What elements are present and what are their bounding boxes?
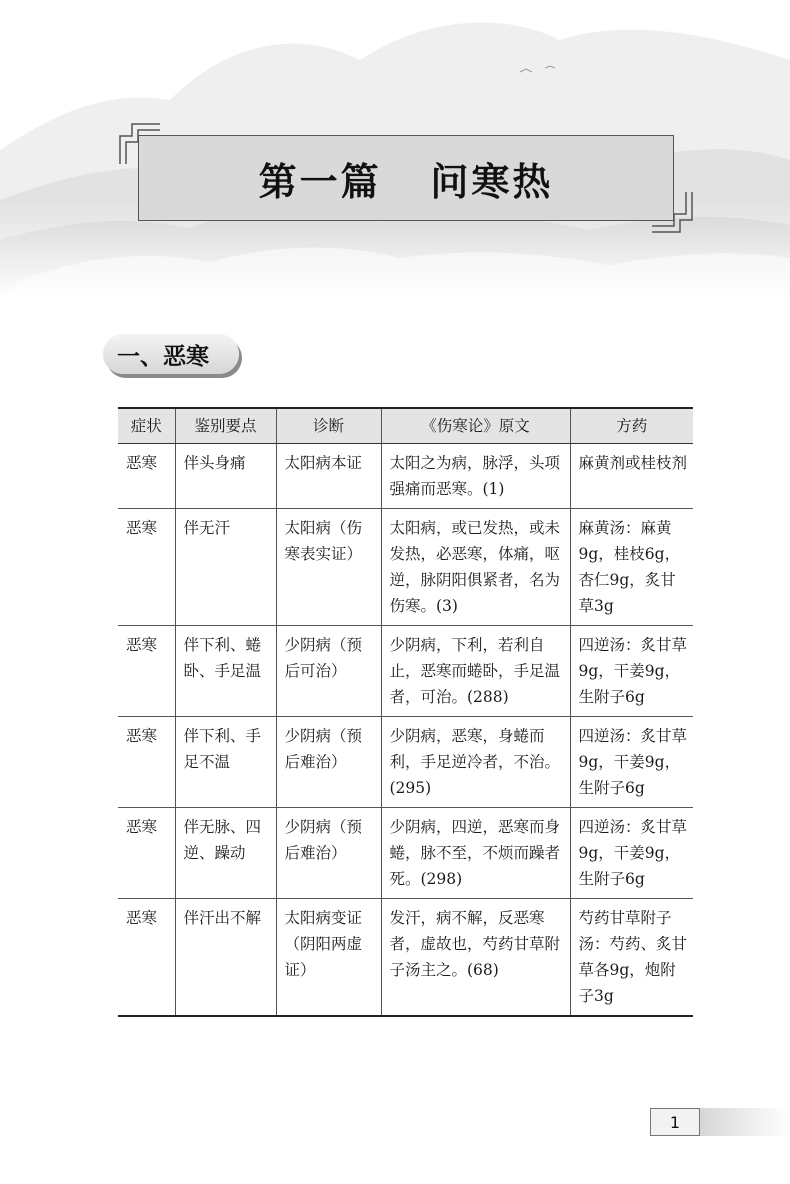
cell-diagnosis: 少阴病（预后难治）: [276, 808, 381, 899]
table-row: [118, 444, 693, 509]
cell-key-points: 伴无脉、四逆、躁动: [175, 808, 276, 899]
table-row: [118, 626, 693, 717]
cell-prescription: 四逆汤：炙甘草9g，干姜9g，生附子6g: [570, 717, 693, 808]
cell-original-text: 少阴病，恶寒，身蜷而利，手足逆冷者，不治。(295): [381, 717, 570, 808]
chapter-title-box: [138, 135, 674, 221]
table-row: [118, 899, 693, 1017]
cell-original-text: 发汗，病不解，反恶寒者，虚故也，芍药甘草附子汤主之。(68): [381, 899, 570, 1017]
cell-prescription: 麻黄剂或桂枝剂: [570, 444, 693, 509]
chapter-title: 第一篇 问寒热: [258, 158, 554, 204]
cell-diagnosis: 太阳病变证（阴阳两虚证）: [276, 899, 381, 1017]
cell-diagnosis: 少阴病（预后难治）: [276, 717, 381, 808]
cell-original-text: 太阳之为病，脉浮，头项强痛而恶寒。(1): [381, 444, 570, 509]
cell-original-text: 少阴病，四逆，恶寒而身蜷，脉不至，不烦而躁者死。(298): [381, 808, 570, 899]
table-row: [118, 808, 693, 899]
cell-key-points: 伴无汗: [175, 509, 276, 626]
cell-symptom: 恶寒: [118, 717, 175, 808]
cell-prescription: 芍药甘草附子汤：芍药、炙甘草各9g，炮附子3g: [570, 899, 693, 1017]
cell-key-points: 伴下利、蜷卧、手足温: [175, 626, 276, 717]
comparison-table: [118, 407, 693, 1017]
cell-symptom: 恶寒: [118, 626, 175, 717]
cell-key-points: 伴下利、手足不温: [175, 717, 276, 808]
table-row: [118, 717, 693, 808]
cell-prescription: 四逆汤：炙甘草9g，干姜9g，生附子6g: [570, 626, 693, 717]
header-symptom: 症状: [118, 408, 175, 444]
cell-key-points: 伴汗出不解: [175, 899, 276, 1017]
cell-original-text: 少阴病，下利，若利自止，恶寒而蜷卧，手足温者，可治。(288): [381, 626, 570, 717]
header-diagnosis: 诊断: [276, 408, 381, 444]
cell-symptom: 恶寒: [118, 899, 175, 1017]
cell-diagnosis: 少阴病（预后可治）: [276, 626, 381, 717]
cell-diagnosis: 太阳病本证: [276, 444, 381, 509]
cell-prescription: 麻黄汤：麻黄9g，桂枝6g，杏仁9g，炙甘草3g: [570, 509, 693, 626]
corner-ornament-top-left-icon: [118, 122, 162, 166]
corner-ornament-bottom-right-icon: [650, 190, 694, 234]
cell-diagnosis: 太阳病（伤寒表实证）: [276, 509, 381, 626]
page-number: 1: [650, 1108, 700, 1136]
cell-symptom: 恶寒: [118, 444, 175, 509]
table-header-row: [118, 408, 693, 444]
cell-key-points: 伴头身痛: [175, 444, 276, 509]
header-key-points: 鉴别要点: [175, 408, 276, 444]
section-heading: 一、恶寒: [117, 343, 209, 370]
header-prescription: 方药: [570, 408, 693, 444]
section-heading-pill: [103, 334, 239, 374]
cell-symptom: 恶寒: [118, 808, 175, 899]
table-row: [118, 509, 693, 626]
header-original-text: 《伤寒论》原文: [381, 408, 570, 444]
cell-original-text: 太阳病，或已发热，或未发热，必恶寒，体痛，呕逆，脉阴阳俱紧者，名为伤寒。(3): [381, 509, 570, 626]
cell-symptom: 恶寒: [118, 509, 175, 626]
cell-prescription: 四逆汤：炙甘草9g，干姜9g，生附子6g: [570, 808, 693, 899]
